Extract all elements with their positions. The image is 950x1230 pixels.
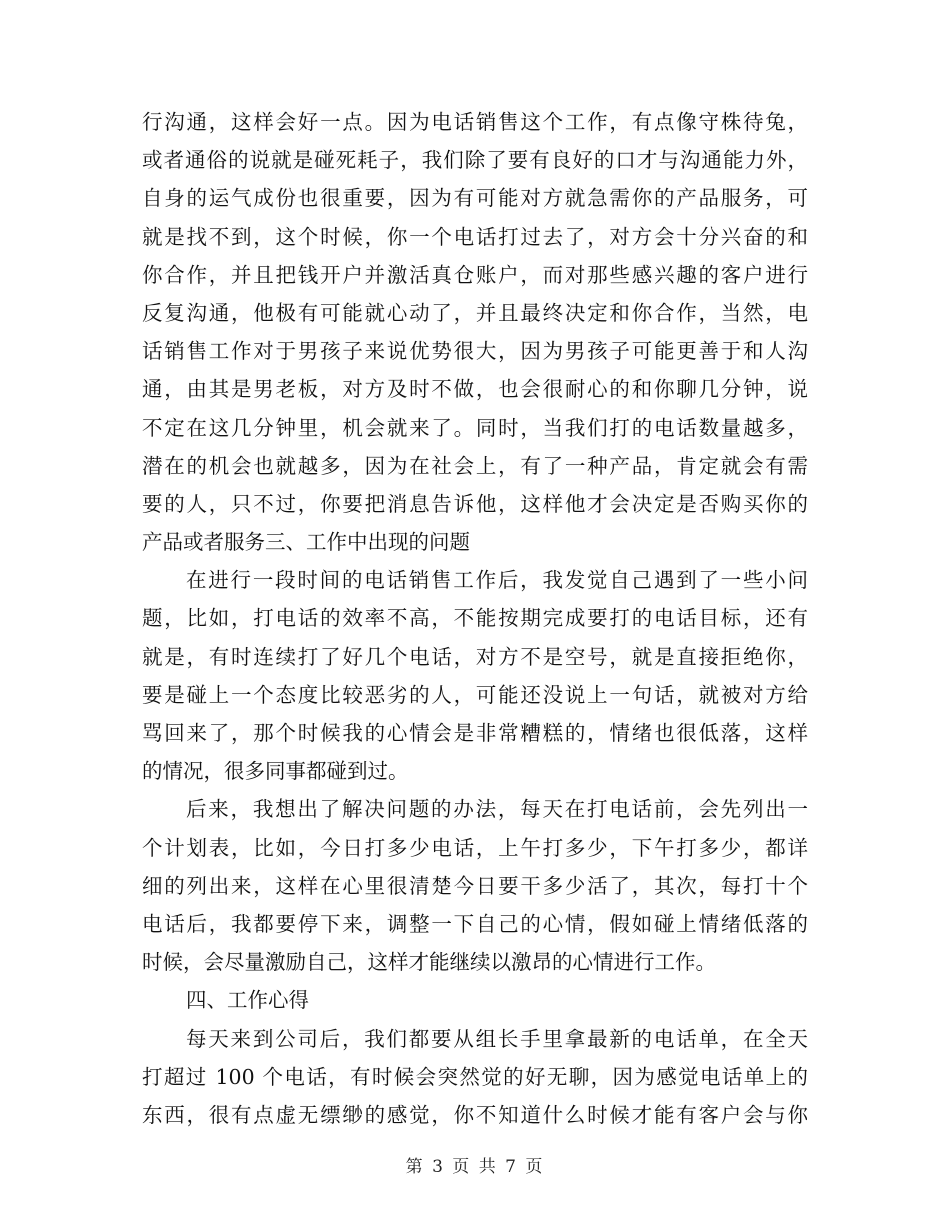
text-line: 或者通俗的说就是碰死耗子，我们除了要有良好的口才与沟通能力外，: [142, 148, 808, 173]
text-line: 后来，我想出了解决问题的办法，每天在打电话前，会先列出一: [186, 797, 808, 822]
document-body: [142, 103, 808, 1134]
text-line: 的情况，很多同事都碰到过。: [142, 759, 409, 784]
text-line: 通，由其是男老板，对方及时不做，也会很耐心的和你聊几分钟，说: [142, 377, 808, 402]
text-line: 打超过 100 个电话，有时候会突然觉的好无聊，因为感觉电话单上的: [142, 1064, 808, 1089]
text-line: 就是，有时连续打了好几个电话，对方不是空号，就是直接拒绝你，: [142, 644, 808, 669]
text-line: 话销售工作对于男孩子来说优势很大，因为男孩子可能更善于和人沟: [142, 339, 808, 364]
text-line: 反复沟通，他极有可能就心动了，并且最终决定和你合作，当然，电: [142, 300, 808, 325]
text-line: 你合作，并且把钱开户并激活真仓账户，而对那些感兴趣的客户进行: [142, 262, 808, 287]
text-line: 个计划表，比如，今日打多少电话，上午打多少，下午打多少，都详: [142, 835, 808, 860]
page-number-footer: 第 3 页 共 7 页: [405, 1157, 545, 1177]
text-line: 骂回来了，那个时候我的心情会是非常糟糕的，情绪也很低落，这样: [142, 721, 808, 745]
text-line: 行沟通，这样会好一点。因为电话销售这个工作，有点像守株待兔，: [142, 110, 808, 134]
text-line: 自身的运气成份也很重要，因为有可能对方就急需你的产品服务，可: [142, 186, 808, 211]
text-line: 题，比如，打电话的效率不高，不能按期完成要打的电话目标，还有: [142, 606, 808, 631]
text-line: 要是碰上一个态度比较恶劣的人，可能还没说上一句话，就被对方给: [142, 682, 808, 707]
text-line: 在进行一段时间的电话销售工作后，我发觉自己遇到了一些小问: [186, 568, 808, 593]
text-line: 要的人，只不过，你要把消息告诉他，这样他才会决定是否购买你的: [142, 491, 808, 516]
text-line: 电话后，我都要停下来，调整一下自己的心情，假如碰上情绪低落的: [142, 911, 808, 936]
text-line: 四、工作心得: [186, 988, 309, 1013]
text-line: 细的列出来，这样在心里很清楚今日要干多少活了，其次，每打十个: [142, 873, 808, 898]
text-line: 不定在这几分钟里，机会就来了。同时，当我们打的电话数量越多，: [142, 415, 808, 440]
text-line: 就是找不到，这个时候，你一个电话打过去了，对方会十分兴奋的和: [142, 224, 808, 249]
text-line: 产品或者服务三、工作中出现的问题: [142, 530, 470, 555]
text-line: 时候，会尽量激励自己，这样才能继续以激昂的心情进行工作。: [142, 950, 716, 975]
text-line: 每天来到公司后，我们都要从组长手里拿最新的电话单，在全天: [186, 1026, 808, 1051]
text-line: 潜在的机会也就越多，因为在社会上，有了一种产品，肯定就会有需: [142, 453, 808, 478]
text-line: 东西，很有点虚无缥缈的感觉，你不知道什么时候才能有客户会与你: [142, 1102, 808, 1127]
